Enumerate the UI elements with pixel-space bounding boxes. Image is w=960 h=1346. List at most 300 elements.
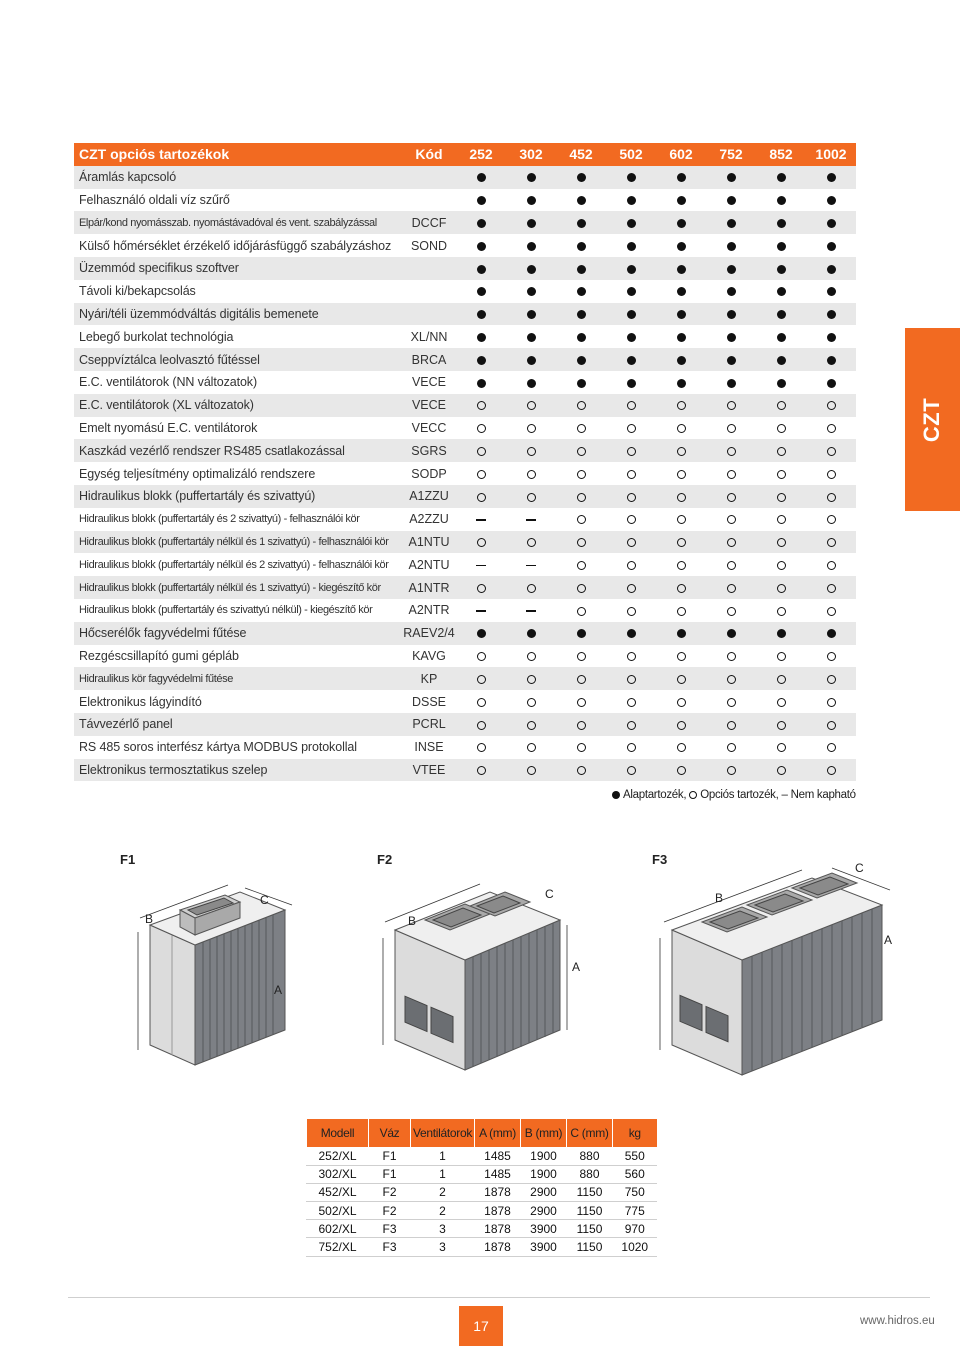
standard-marker-icon (477, 173, 486, 182)
availability-cell (756, 166, 806, 189)
optional-marker-icon (677, 470, 686, 479)
availability-cell (806, 394, 856, 417)
standard-marker-icon (777, 219, 786, 228)
standard-marker-icon (627, 629, 636, 638)
optional-marker-icon (477, 493, 486, 502)
optional-marker-icon (727, 493, 736, 502)
availability-cell (756, 531, 806, 554)
table-row (74, 576, 856, 599)
availability-cell (506, 622, 556, 645)
dimension-cell: 1 (411, 1165, 475, 1183)
availability-cell (606, 462, 656, 485)
availability-cell (456, 211, 506, 234)
standard-marker-icon (727, 219, 736, 228)
not-available-marker-icon (476, 610, 486, 612)
availability-cell (506, 417, 556, 440)
standard-marker-icon (827, 173, 836, 182)
optional-marker-icon (677, 584, 686, 593)
optional-marker-icon (827, 470, 836, 479)
dim-header-a: A (mm) (475, 1119, 521, 1147)
optional-marker-icon (777, 401, 786, 410)
availability-cell (556, 531, 606, 554)
availability-cell (806, 622, 856, 645)
availability-cell (456, 531, 506, 554)
optional-marker-icon (627, 721, 636, 730)
table-row (307, 1165, 657, 1183)
availability-cell (706, 211, 756, 234)
availability-cell (556, 280, 606, 303)
availability-cell (606, 713, 656, 736)
f3-dim-a: A (884, 933, 893, 947)
standard-marker-icon (777, 265, 786, 274)
optional-marker-icon (727, 515, 736, 524)
optional-marker-icon (627, 515, 636, 524)
accessories-table (74, 143, 856, 781)
standard-marker-icon (777, 333, 786, 342)
availability-cell (456, 439, 506, 462)
table-row (74, 257, 856, 280)
availability-cell (806, 645, 856, 668)
accessory-name: Hidraulikus blokk (puffertartály és szivattyú nélkül) - kiegészítő kör (74, 599, 402, 622)
not-available-marker-icon (476, 519, 486, 521)
section-tab-label: CZT (919, 397, 945, 442)
dimension-cell: 502/XL (307, 1202, 369, 1220)
accessory-name: Hidraulikus blokk (puffertartály nélkül és 1 szivattyú) - felhasználói kör (74, 531, 402, 554)
availability-cell (456, 485, 506, 508)
optional-marker-icon (727, 721, 736, 730)
availability-cell (706, 325, 756, 348)
availability-cell (756, 508, 806, 531)
availability-cell (606, 690, 656, 713)
frame-f2-label: F2 (377, 852, 393, 867)
availability-cell (506, 485, 556, 508)
optional-marker-icon (627, 470, 636, 479)
availability-cell (706, 417, 756, 440)
availability-cell (756, 645, 806, 668)
availability-cell (806, 234, 856, 257)
f1-dim-b: B (145, 912, 154, 926)
optional-marker-icon (777, 652, 786, 661)
optional-marker-icon (827, 515, 836, 524)
availability-cell (756, 462, 806, 485)
availability-cell (806, 371, 856, 394)
standard-marker-icon (677, 356, 686, 365)
availability-cell (456, 257, 506, 280)
optional-marker-icon (777, 538, 786, 547)
accessory-code: SOND (402, 234, 456, 257)
accessory-code (402, 280, 456, 303)
optional-marker-icon (577, 561, 586, 570)
dimension-cell: 1150 (567, 1183, 613, 1201)
standard-marker-icon (777, 310, 786, 319)
availability-cell (506, 736, 556, 759)
optional-marker-icon (777, 698, 786, 707)
availability-cell (556, 234, 606, 257)
standard-marker-icon (827, 265, 836, 274)
availability-cell (706, 394, 756, 417)
accessory-name: Elektronikus lágyindító (74, 690, 402, 713)
table-row (74, 553, 856, 576)
standard-marker-icon (577, 287, 586, 296)
optional-marker-icon (527, 584, 536, 593)
accessory-code: RAEV2/4 (402, 622, 456, 645)
optional-marker-icon (777, 515, 786, 524)
table-row (307, 1202, 657, 1220)
dimension-cell: 750 (613, 1183, 657, 1201)
standard-marker-icon (777, 173, 786, 182)
availability-cell (656, 280, 706, 303)
accessory-code: A2NTR (402, 599, 456, 622)
availability-cell (606, 257, 656, 280)
optional-marker-icon (477, 538, 486, 547)
accessory-code: DCCF (402, 211, 456, 234)
standard-marker-icon (677, 629, 686, 638)
standard-marker-icon (577, 333, 586, 342)
f3-dim-c: C (855, 861, 864, 875)
availability-cell (756, 759, 806, 782)
optional-marker-icon (677, 698, 686, 707)
availability-cell (556, 508, 606, 531)
availability-cell (606, 645, 656, 668)
dimension-cell: 2900 (521, 1202, 567, 1220)
availability-cell (806, 531, 856, 554)
accessory-code: VTEE (402, 759, 456, 782)
dimension-cell: 1878 (475, 1238, 521, 1256)
availability-cell (706, 667, 756, 690)
model-header: 602 (656, 143, 706, 166)
availability-cell (456, 348, 506, 371)
availability-cell (456, 280, 506, 303)
optional-marker-icon (527, 493, 536, 502)
f2-dim-c: C (545, 887, 554, 901)
dimension-cell: 2 (411, 1183, 475, 1201)
dimension-cell: 880 (567, 1147, 613, 1165)
availability-cell (806, 211, 856, 234)
availability-cell (606, 371, 656, 394)
availability-cell (456, 371, 506, 394)
availability-cell (706, 599, 756, 622)
availability-cell (656, 622, 706, 645)
availability-cell (456, 303, 506, 326)
availability-cell (506, 189, 556, 212)
optional-marker-icon (677, 607, 686, 616)
optional-marker-icon (677, 675, 686, 684)
availability-cell (556, 439, 606, 462)
table-row (74, 690, 856, 713)
accessory-code: KAVG (402, 645, 456, 668)
table-row (307, 1220, 657, 1238)
availability-cell (506, 759, 556, 782)
dimension-cell: F2 (369, 1183, 411, 1201)
availability-cell (756, 485, 806, 508)
availability-cell (556, 759, 606, 782)
optional-marker-icon (777, 721, 786, 730)
dimension-cell: 3900 (521, 1220, 567, 1238)
availability-cell (706, 371, 756, 394)
dimension-cell: 3 (411, 1220, 475, 1238)
standard-marker-icon (527, 333, 536, 342)
availability-cell (706, 462, 756, 485)
optional-marker-icon (777, 470, 786, 479)
availability-cell (606, 759, 656, 782)
code-header: Kód (402, 143, 456, 166)
dimension-cell: 1878 (475, 1220, 521, 1238)
availability-cell (656, 553, 706, 576)
f1-dim-a: A (274, 983, 283, 997)
availability-cell (756, 667, 806, 690)
optional-marker-icon (577, 698, 586, 707)
availability-cell (606, 736, 656, 759)
optional-marker-icon (577, 493, 586, 502)
accessory-name: Lebegő burkolat technológia (74, 325, 402, 348)
availability-cell (656, 462, 706, 485)
optional-marker-icon (727, 607, 736, 616)
availability-cell (606, 394, 656, 417)
standard-marker-icon (677, 333, 686, 342)
availability-cell (456, 622, 506, 645)
optional-marker-icon (677, 515, 686, 524)
optional-marker-icon (627, 538, 636, 547)
standard-marker-icon (727, 242, 736, 251)
availability-cell (606, 485, 656, 508)
accessory-code: A1NTU (402, 531, 456, 554)
availability-cell (706, 622, 756, 645)
optional-marker-icon (577, 538, 586, 547)
optional-marker-icon (527, 675, 536, 684)
standard-marker-icon (727, 356, 736, 365)
availability-cell (656, 166, 706, 189)
availability-cell (756, 348, 806, 371)
accessories-header-row (74, 143, 856, 166)
availability-cell (556, 211, 606, 234)
optional-marker-icon (527, 424, 536, 433)
optional-marker-icon (527, 652, 536, 661)
availability-cell (606, 553, 656, 576)
availability-cell (706, 713, 756, 736)
availability-cell (656, 508, 706, 531)
standard-marker-icon (577, 379, 586, 388)
standard-marker-icon (577, 629, 586, 638)
standard-marker-icon (827, 356, 836, 365)
accessory-name: Kaszkád vezérlő rendszer RS485 csatlakozással (74, 439, 402, 462)
accessory-code (402, 166, 456, 189)
standard-marker-icon (527, 196, 536, 205)
accessory-code: INSE (402, 736, 456, 759)
standard-marker-icon (827, 219, 836, 228)
optional-marker-icon (627, 698, 636, 707)
standard-marker-icon (677, 196, 686, 205)
optional-marker-icon (477, 447, 486, 456)
dimension-cell: F1 (369, 1147, 411, 1165)
availability-cell (506, 462, 556, 485)
availability-cell (556, 325, 606, 348)
optional-marker-icon (577, 515, 586, 524)
availability-cell (456, 462, 506, 485)
optional-marker-icon (577, 743, 586, 752)
availability-cell (806, 759, 856, 782)
optional-marker-icon (727, 561, 736, 570)
table-row (307, 1147, 657, 1165)
optional-marker-icon (577, 675, 586, 684)
optional-marker-icon (727, 675, 736, 684)
availability-cell (556, 622, 606, 645)
optional-marker-icon (777, 766, 786, 775)
availability-cell (556, 371, 606, 394)
optional-marker-icon (827, 561, 836, 570)
optional-marker-icon (577, 607, 586, 616)
legend-optional: Opciós tartozék, (700, 789, 779, 801)
availability-cell (456, 166, 506, 189)
optional-marker-icon (827, 675, 836, 684)
standard-marker-icon (827, 629, 836, 638)
footer-divider (68, 1297, 930, 1298)
availability-cell (756, 599, 806, 622)
dimension-cell: 1900 (521, 1147, 567, 1165)
standard-marker-icon (727, 287, 736, 296)
optional-marker-icon (477, 424, 486, 433)
availability-cell (556, 736, 606, 759)
website-link[interactable]: www.hidros.eu (860, 1315, 935, 1327)
accessory-name: Egység teljesítmény optimalizáló rendszere (74, 462, 402, 485)
availability-cell (456, 667, 506, 690)
accessory-code: PCRL (402, 713, 456, 736)
standard-marker-icon (677, 219, 686, 228)
optional-marker-icon (827, 766, 836, 775)
optional-marker-icon (777, 675, 786, 684)
accessory-code: DSSE (402, 690, 456, 713)
standard-marker-icon (527, 173, 536, 182)
optional-marker-icon (577, 424, 586, 433)
not-available-marker-icon (526, 610, 536, 612)
dimension-cell: 550 (613, 1147, 657, 1165)
accessory-name: RS 485 soros interfész kártya MODBUS protokollal (74, 736, 402, 759)
availability-cell (806, 667, 856, 690)
table-row (74, 759, 856, 782)
optional-marker-icon (577, 584, 586, 593)
availability-cell (556, 417, 606, 440)
table-row (74, 599, 856, 622)
availability-cell (806, 280, 856, 303)
availability-cell (456, 325, 506, 348)
optional-marker-icon (727, 698, 736, 707)
standard-marker-icon (727, 173, 736, 182)
availability-cell (506, 713, 556, 736)
availability-cell (606, 325, 656, 348)
optional-marker-icon (477, 675, 486, 684)
dimension-cell: 1900 (521, 1165, 567, 1183)
optional-marker-icon (627, 401, 636, 410)
availability-cell (456, 690, 506, 713)
optional-marker-icon (727, 424, 736, 433)
availability-cell (706, 439, 756, 462)
optional-marker-icon (527, 766, 536, 775)
optional-marker-icon (777, 561, 786, 570)
f2-dim-b: B (408, 914, 417, 928)
optional-marker-icon (477, 470, 486, 479)
dimension-cell: 3 (411, 1238, 475, 1256)
optional-marker-icon (827, 584, 836, 593)
accessory-code: A2NTU (402, 553, 456, 576)
availability-cell (556, 553, 606, 576)
standard-marker-icon (727, 629, 736, 638)
availability-cell (806, 325, 856, 348)
optional-marker-icon (677, 401, 686, 410)
availability-cell (556, 166, 606, 189)
availability-cell (806, 553, 856, 576)
availability-cell (556, 257, 606, 280)
accessory-code (402, 303, 456, 326)
availability-cell (506, 166, 556, 189)
availability-cell (806, 257, 856, 280)
standard-marker-icon (777, 196, 786, 205)
optional-marker-icon (527, 538, 536, 547)
accessory-name: Hidraulikus blokk (puffertartály nélkül és 1 szivattyú) - kiegészítő kör (74, 576, 402, 599)
availability-cell (606, 576, 656, 599)
optional-marker-icon (627, 584, 636, 593)
optional-marker-icon (677, 721, 686, 730)
table-row (74, 645, 856, 668)
table-row (74, 234, 856, 257)
standard-marker-icon (577, 196, 586, 205)
availability-cell (506, 394, 556, 417)
standard-marker-icon (627, 242, 636, 251)
standard-marker-icon (777, 356, 786, 365)
frame-f3-label: F3 (652, 852, 668, 867)
optional-marker-icon (477, 584, 486, 593)
model-header: 752 (706, 143, 756, 166)
optional-marker-icon (777, 584, 786, 593)
availability-cell (706, 234, 756, 257)
availability-cell (506, 531, 556, 554)
dimension-cell: F3 (369, 1220, 411, 1238)
section-tab (905, 328, 960, 511)
optional-marker-icon (827, 721, 836, 730)
dimension-cell: 970 (613, 1220, 657, 1238)
availability-cell (706, 531, 756, 554)
accessory-name: Felhasználó oldali víz szűrő (74, 189, 402, 212)
availability-cell (606, 417, 656, 440)
table-row (74, 211, 856, 234)
availability-cell (606, 508, 656, 531)
availability-cell (456, 394, 506, 417)
optional-marker-icon (627, 561, 636, 570)
optional-marker-icon (527, 698, 536, 707)
not-available-marker-icon (526, 519, 536, 521)
availability-cell (506, 303, 556, 326)
optional-marker-icon (477, 698, 486, 707)
availability-cell (606, 234, 656, 257)
table-row (74, 713, 856, 736)
availability-cell (506, 280, 556, 303)
model-header: 252 (456, 143, 506, 166)
dimension-cell: 560 (613, 1165, 657, 1183)
availability-cell (456, 736, 506, 759)
availability-cell (556, 667, 606, 690)
availability-cell (756, 234, 806, 257)
page-number: 17 (459, 1306, 503, 1346)
availability-cell (706, 348, 756, 371)
optional-marker-icon (577, 470, 586, 479)
optional-marker-icon (727, 470, 736, 479)
availability-cell (656, 690, 706, 713)
not-available-marker-icon: – (781, 789, 788, 801)
optional-marker-icon (677, 424, 686, 433)
dimension-cell: 880 (567, 1165, 613, 1183)
standard-marker-icon (527, 242, 536, 251)
optional-marker-icon (689, 791, 697, 799)
standard-marker-icon (477, 287, 486, 296)
availability-cell (606, 667, 656, 690)
